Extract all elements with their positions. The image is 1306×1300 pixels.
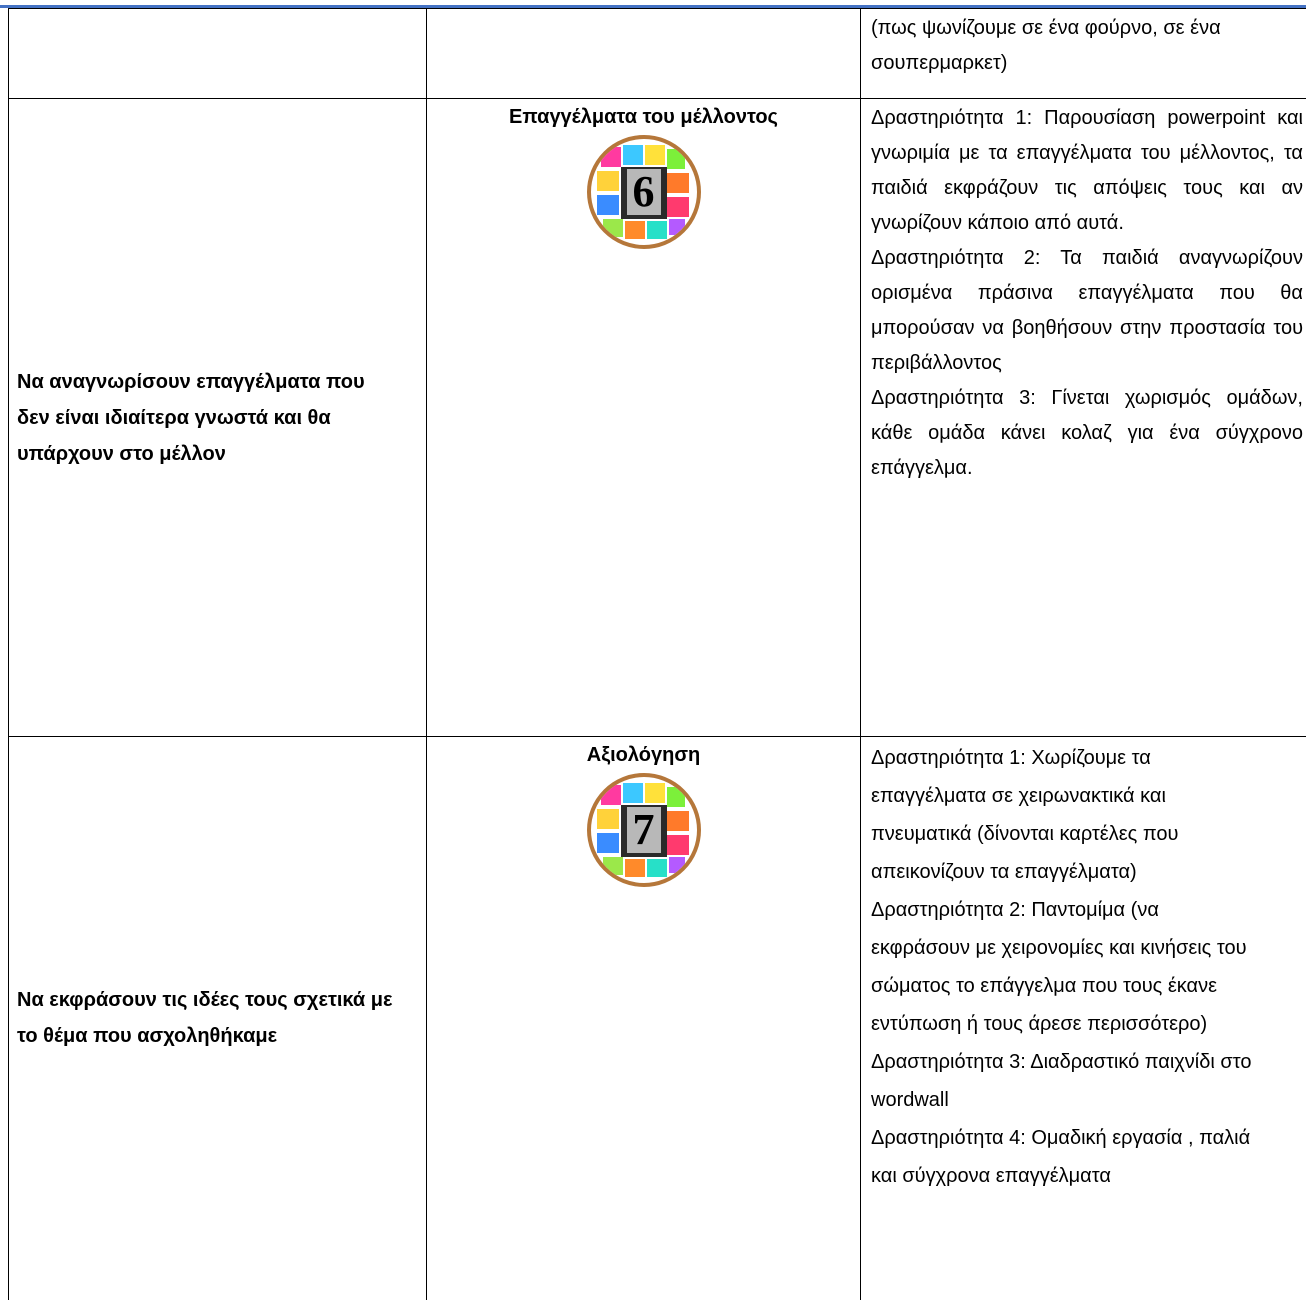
badge-number: 6 bbox=[627, 169, 661, 215]
lesson-plan-table bbox=[8, 8, 1306, 1300]
activity-text: Δραστηριότητα 2: Τα παιδιά αναγνωρίζουν ορισμένα πράσινα επαγγέλματα που θα μπορούσαν να βοηθήσουν στην προστασία του περιβάλλοντος bbox=[871, 241, 1303, 381]
objective-cell bbox=[9, 737, 427, 1300]
table-row bbox=[9, 99, 1306, 737]
activity-text: Δραστηριότητα 1: Παρουσίαση powerpoint και γνωριμία με τα επαγγέλματα του μέλλοντος, τα παιδιά εκφράζουν τις απόψεις τους και αν γνωρίζουν κάποιο από αυτά. bbox=[871, 101, 1303, 241]
topic-cell bbox=[427, 737, 861, 1300]
activities-cell bbox=[861, 99, 1306, 737]
rubiks-cube-icon bbox=[587, 135, 701, 249]
objective-cell bbox=[9, 99, 427, 737]
activity-text: Δραστηριότητα 3: Γίνεται χωρισμός ομάδων, κάθε ομάδα κάνει κολαζ για ένα σύγχρονο επάγγελμα. bbox=[871, 381, 1303, 486]
table-row bbox=[9, 9, 1306, 99]
badge-number: 7 bbox=[627, 807, 661, 853]
topic-cell bbox=[427, 9, 861, 99]
activity-text: Δραστηριότητα 3: Διαδραστικό παιχνίδι στο wordwall bbox=[871, 1043, 1261, 1119]
activity-text: Δραστηριότητα 1: Χωρίζουμε τα επαγγέλματα σε χειρωνακτικά και πνευματικά (δίνονται καρτέλες που απεικονίζουν τα επαγγέλματα) bbox=[871, 739, 1261, 891]
objective-text: Να αναγνωρίσουν επαγγέλματα που δεν είναι ιδιαίτερα γνωστά και θα υπάρχουν στο μέλλον bbox=[9, 364, 377, 472]
table-row bbox=[9, 737, 1306, 1300]
topic-title: Αξιολόγηση bbox=[427, 744, 860, 767]
topic-title: Επαγγέλματα του μέλλοντος bbox=[427, 106, 860, 129]
rubiks-cube-icon bbox=[587, 773, 701, 887]
activity-text: Δραστηριότητα 4: Ομαδική εργασία , παλιά και σύγχρονα επαγγέλματα bbox=[871, 1119, 1261, 1195]
activities-cell bbox=[861, 9, 1306, 99]
activities-cell bbox=[861, 737, 1306, 1300]
objective-cell bbox=[9, 9, 427, 99]
topic-cell bbox=[427, 99, 861, 737]
objective-text: Να εκφράσουν τις ιδέες τους σχετικά με το θέμα που ασχοληθήκαμε bbox=[9, 982, 407, 1054]
activity-text: Δραστηριότητα 2: Παντομίμα (να εκφράσουν με χειρονομίες και κινήσεις του σώματος το επάγγελμα που τους έκανε εντύπωση ή τους άρεσε περισσότερο) bbox=[871, 891, 1261, 1043]
activity-text: (πως ψωνίζουμε σε ένα φούρνο, σε ένα σουπερμαρκετ) bbox=[871, 11, 1291, 81]
